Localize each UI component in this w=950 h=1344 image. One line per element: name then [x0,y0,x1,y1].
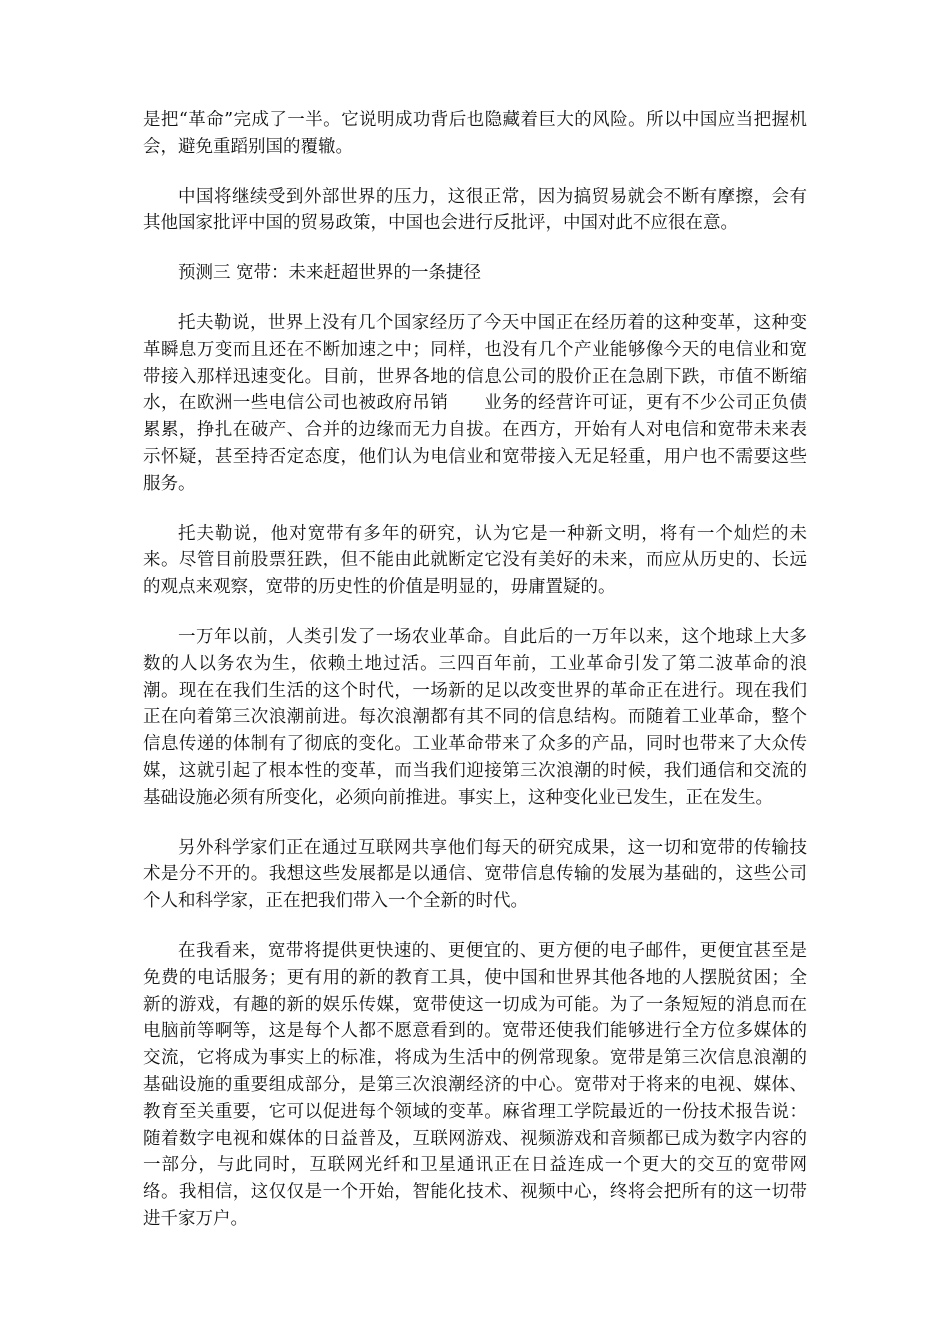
paragraph-toffler-broadband: 托夫勒说，他对宽带有多年的研究，认为它是一种新文明，将有一个灿烂的未来。尽管目前股票狂跌，但不能由此就断定它没有美好的未来，而应从历史的、长远的观点来观察，宽带的历史性的价值是明显的，毋庸置疑的。 [143,523,807,598]
paragraph-trade-pressure: 中国将继续受到外部世界的压力，这很正常，因为搞贸易就会不断有摩擦，会有其他国家批评中国的贸易政策，中国也会进行反批评，中国对此不应很在意。 [143,186,807,234]
section-heading-prediction-three: 预测三 宽带：未来赶超世界的一条捷径 [178,263,482,284]
document-body [143,107,807,1256]
paragraph-broadband-future: 在我看来，宽带将提供更快速的、更便宜的、更方便的电子邮件，更便宜甚至是免费的电话服务；更有用的新的教育工具，使中国和世界其他各地的人摆脱贫困；全新的游戏，有趣的新的娱乐传媒，宽带使这一切成为可能。为了一条短短的消息而在电脑前等啊等，这是每个人都不愿意看到的。宽带还使我们能够进行全方位多媒体的交流，它将成为事实上的标准，将成为生活中的例常现象。宽带是第三次信息浪潮的基础设施的重要组成部分，是第三次浪潮经济的中心。宽带对于将来的电视、媒体、教育至关重要，它可以促进每个领域的变革。麻省理工学院最近的一份技术报告说：随着数字电视和媒体的日益普及，互联网游戏、视频游戏和音频都已成为数字内容的一部分，与此同时，互联网光纤和卫星通讯正在日益连成一个更大的交互的宽带网络。我相信，这仅仅是一个开始，智能化技术、视频中心，终将会把所有的这一切带进千家万户。 [143,940,807,1229]
paragraph-toffler-telecom: 托夫勒说，世界上没有几个国家经历了今天中国正在经历着的这种变革，这种变革瞬息万变而且还在不断加速之中；同样，也没有几个产业能够像今天的电信业和宽带接入那样迅速变化。目前，世界各地的信息公司的股价正在急剧下跌，市值不断缩水，在欧洲一些电信公司也被政府吊销 业务的经营许可证，更有不少公司正负债累累，挣扎在破产、合并的边缘而无力自拔。在西方，开始有人对电信和宽带未来表示怀疑，甚至持否定态度，他们认为电信业和宽带接入无足轻重，用户也不需要这些服务。 [143,312,807,494]
paragraph-continuation: 是把“革命”完成了一半。它说明成功背后也隐藏着巨大的风险。所以中国应当把握机会，避免重蹈别国的覆辙。 [143,110,807,157]
paragraph-scientists-internet: 另外科学家们正在通过互联网共享他们每天的研究成果，这一切和宽带的传输技术是分不开的。我想这些发展都是以通信、宽带信息传输的发展为基础的，这些公司个人和科学家，正在把我们带入一个全新的时代。 [143,837,807,912]
paragraph-three-waves: 一万年以前，人类引发了一场农业革命。自此后的一万年以来，这个地球上大多数的人以务农为生，依赖土地过活。三四百年前，工业革命引发了第二波革命的浪潮。现在在我们生活的这个时代，一场新的足以改变世界的革命正在进行。现在我们正在向着第三次浪潮前进。每次浪潮都有其不同的信息结构。而随着工业革命，整个信息传递的体制有了彻底的变化。工业革命带来了众多的产品，同时也带来了大众传媒，这就引起了根本性的变革，而当我们迎接第三次浪潮的时候，我们通信和交流的基础设施必须有所变化，必须向前推进。事实上，这种变化业已发生，正在发生。 [143,626,807,808]
